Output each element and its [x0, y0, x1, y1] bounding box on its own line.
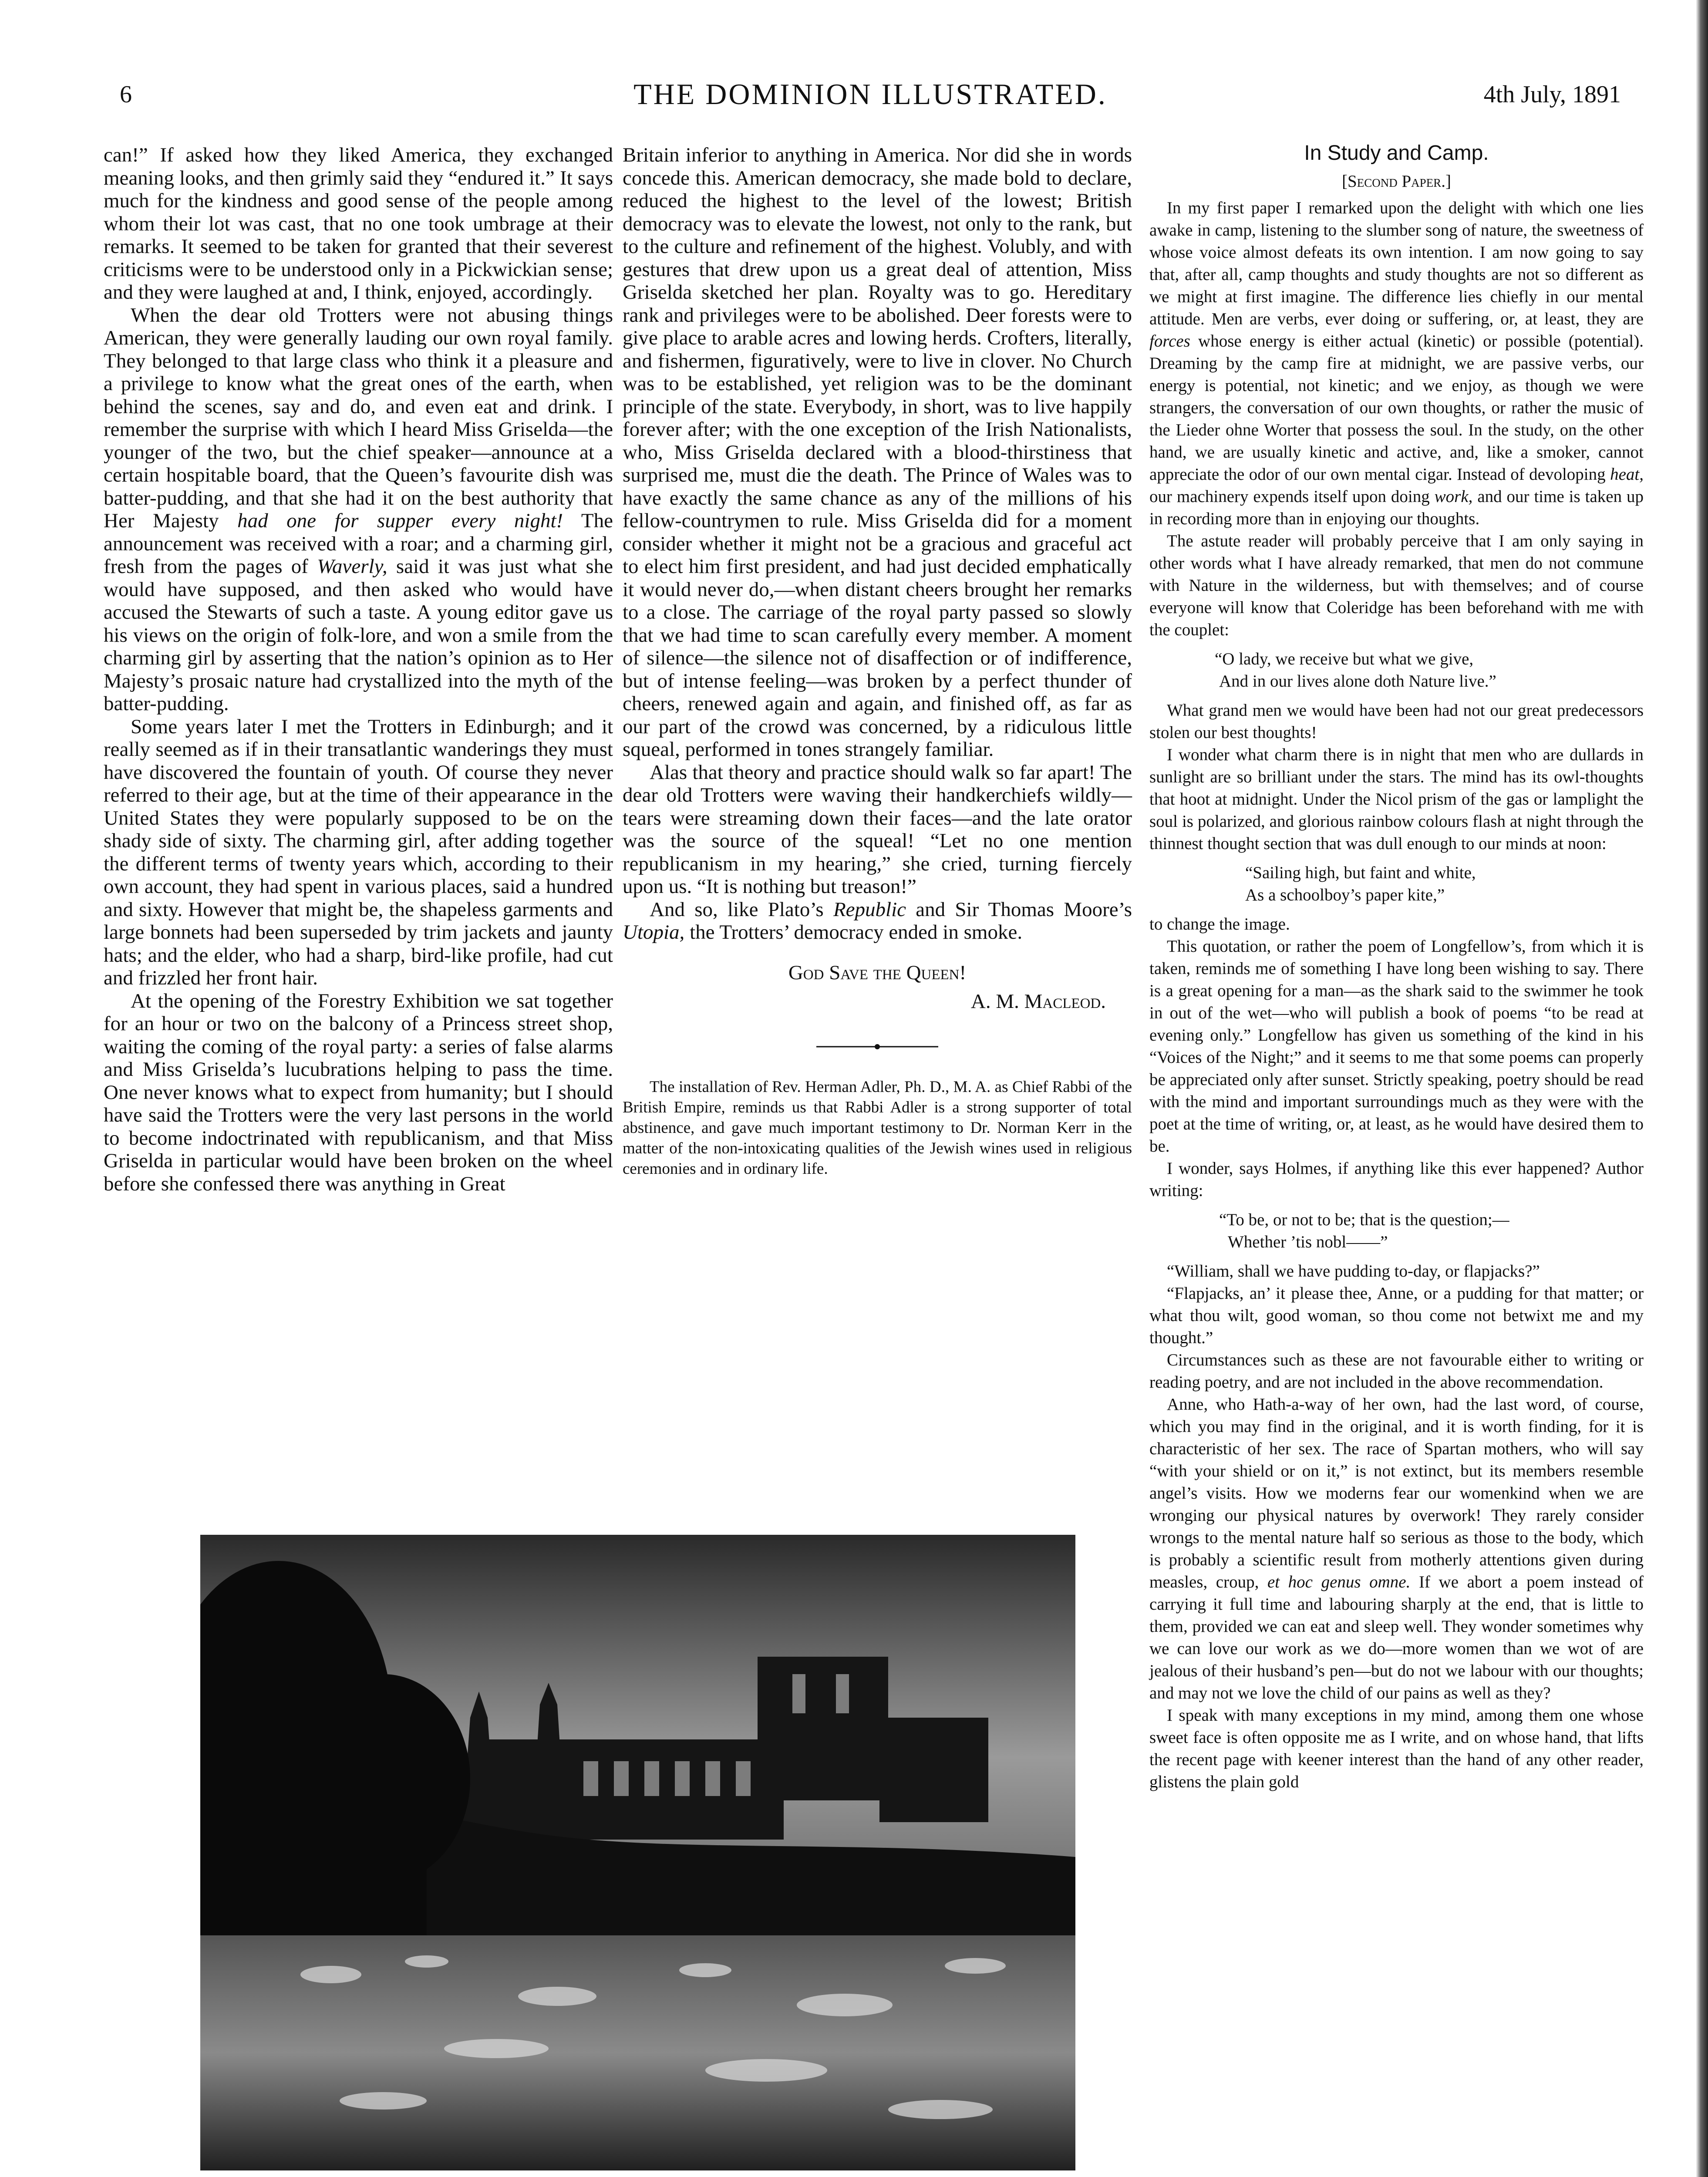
text-run: our machinery expends itself upon doing	[1149, 487, 1435, 506]
text-run: whose energy is either actual (kinetic) or possible (potential). Dreaming by the camp fire at midnight, we are passive verbs, our energy is potential, not kinetic; and we enjoy, as though we were strangers, the conversation of our own thoughts, or rather the music of the Lieder ohne Worter that possess the soul. In the study, on the other hand, we are usually kinetic and active, and, like a smoker, cannot appreciate the odor of our own mental cigar. Instead of devoloping	[1149, 332, 1644, 484]
news-note: The installation of Rev. Herman Adler, Ph. D., M. A. as Chief Rabbi of the British Empire, reminds us that Rabbi Adler is a strong supporter of total abstinence, and gave much important testimony to Dr. Norman Kerr in the matter of the non-intoxicating qualities of the Jewish wines used in religious ceremonies and in ordinary life.	[623, 1078, 1132, 1178]
verse-quote	[1149, 1209, 1644, 1253]
text-run: and Sir Thomas Moore’s	[906, 898, 1132, 921]
column-1	[104, 144, 613, 1195]
article-paragraph: What grand men we would have been had not our great predecessors stolen our best thoughts!	[1149, 701, 1644, 742]
article-paragraph: I wonder, says Holmes, if anything like this ever happened? Author writing:	[1149, 1159, 1644, 1200]
italic-run: work,	[1434, 487, 1473, 506]
ornament-divider-icon	[812, 1042, 943, 1051]
verse-line: “O lady, we receive but what we give,	[1215, 650, 1474, 668]
text-run: In my first paper I remarked upon the delight with which one lies awake in camp, listening to the slumber song of nature, the sweetness of whose voice almost defeats its own intention. I am now going to say that, after all, camp thoughts and study thoughts are not so different as we might at first imagine. The difference lies chiefly in our mental attitude. Men are verbs, ever doing or suffering, or, at least, they are	[1149, 199, 1644, 328]
verse-line: “Sailing high, but faint and white,	[1245, 863, 1476, 882]
article-paragraph: Britain inferior to anything in America. Nor did she in words concede this. American democracy, she made bold to declare, reduced the highest to the level of the lowest; British democracy was to elevate the lowest, not only to the rank, but to the culture and refinement of the highest. Volubly, and with gestures that drew upon us a great deal of attention, Miss Griselda sketched her plan. Royalty was to go. Hereditary rank and privileges were to be abolished. Deer forests were to give place to arable acres and lowing herds. Crofters, literally, and fishermen, figuratively, were to live in clover. No Church was to be established, yet religion was to be the dominant principle of the state. Everybody, in short, was to live happily forever after; with the one exception of the Irish Nationalists, who, Miss Griselda declared with a blood-thirstiness that surprised me, must die the death. The Prince of Wales was to have exactly the same chance as any of the millions of his fellow-countrymen to rule. Miss Griselda did for a moment consider whether it might not be a gracious and graceful act to elect him first president, and had just decided emphatically it would never do,—when distant cheers brought her remarks to a close. The carriage of the royal party passed so slowly that we had time to scan carefully every member. A moment of silence—the silence not of disaffection or of indifference, but of intense feeling—was broken by a perfect thunder of cheers, renewed again and again, and finished off, as far as our part of the crowd was concerned, by a ridiculous little squeal, performed in tones strangely familiar.	[623, 144, 1132, 761]
article-paragraph: Circumstances such as these are not favourable either to writing or reading poetry, and are not included in the above recommendation.	[1149, 1351, 1644, 1392]
verse-quote	[1149, 648, 1644, 692]
author-signature: A. M. Macleod.	[970, 990, 1106, 1013]
text-run: and our time is taken up in recording more than in enjoying our thoughts.	[1149, 487, 1644, 528]
article-paragraph: “William, shall we have pudding to-day, or flapjacks?”	[1167, 1262, 1540, 1281]
article-paragraph: This quotation, or rather the poem of Longfellow’s, from which it is taken, reminds me of something I have long been wishing to say. There is a great opening for a man—as the shark said to the swimmer he took in out of the wet—who will publish a book of poems “to be read at evening only.” Longfellow has given us something of the kind in his “Voices of the Night;” and it seems to me that some poems can properly be appreciated only after sunset. Strictly speaking, poetry should be read with the mind and important surroundings much as they were with the poet at the time of writing, or, at least, as he would have desired them to be.	[1149, 937, 1644, 1156]
verse-line: As a schoolboy’s paper kite,”	[1245, 886, 1445, 904]
text-run: And so, like Plato’s	[650, 898, 833, 921]
verse-line: And in our lives alone doth Nature live.”	[1219, 672, 1496, 691]
article-paragraph: to change the image.	[1149, 915, 1290, 933]
verse-quote	[1149, 862, 1644, 906]
page-edge-shadow	[1696, 0, 1708, 2177]
cathedral-engraving-image	[200, 1535, 1075, 2170]
text-run: If we abort a poem instead of carrying it full time and labouring sharply at the end, that is little to them, provided we can eat and sleep well. They wonder sometimes why we can love our work as we do—more women than we wot of are jealous of their husband’s pen—but do not we labour with our thoughts; and may not we love the child of our pains as well as they?	[1149, 1573, 1644, 1702]
column-3	[1149, 138, 1644, 1793]
article-paragraph: I speak with many exceptions in my mind, among them one whose sweet face is often opposite me as I write, and on whose hand, that lifts the recent page with keener interest than the hand of any other reader, glistens the plain gold	[1149, 1706, 1644, 1791]
ornamental-rule	[623, 1033, 1132, 1056]
text-run: When the dear old Trotters were not abusing things American, they were generally lauding our own royal family. They belonged to that large class who think it a pleasure and a privilege to know what the great ones of the earth, when behind the scenes, say and do, and even eat and drink. I remember the surprise with which I heard Miss Griselda—the younger of the two, but the chief speaker—announce at a certain hospitable board, that the Queen’s favourite dish was batter-pudding, and that she had it on the best authority that Her Majesty	[104, 303, 613, 532]
article-title: In Study and Camp.	[1304, 142, 1489, 165]
article-paragraph: Some years later I met the Trotters in Edinburgh; and it really seemed as if in their transatlantic wanderings they must have discovered the fountain of youth. Of course they never referred to their age, but at the time of their appearance in the United States they were popularly supposed to be on the shady side of sixty. The charming girl, after adding together the different terms of twenty years which, according to their own account, they had spent in various places, said a hundred and sixty. However that might be, the shapeless garments and large bonnets had been superseded by trim jackets and jaunty hats; and the elder, who had a sharp, bird-like profile, had cut and frizzled her front hair.	[104, 715, 613, 989]
page-header	[120, 72, 1621, 120]
column-2	[623, 144, 1132, 1179]
article-paragraph	[1149, 197, 1644, 530]
article-subtitle: [Second Paper.]	[1342, 172, 1451, 191]
cathedral-illustration	[200, 1535, 1075, 2170]
text-run: said it was just what she would have supposed, and then asked who would have accused the Stewarts of such a taste. A young editor gave us his views on the origin of folk-lore, and won a smile from the charming girl by asserting that the nation’s opinion as to Her Majesty’s prosaic nature had crystallized into the myth of the batter-pudding.	[104, 555, 613, 715]
issue-date: 4th July, 1891	[1483, 81, 1621, 108]
article-paragraph: The astute reader will probably perceive that I am only saying in other words what I have already remarked, that men do not commune with Nature in the wilderness, but with themselves; and of course everyone will know that Coleridge has been beforehand with me with the couplet:	[1149, 532, 1644, 639]
text-run: Anne, who Hath-a-way of her own, had the last word, of course, which you may find in the original, and it is worth finding, for it is characteristic of her sex. The race of Spartan mothers, who will say “with your shield or on it,” is not extinct, but its members resemble angel’s visits. How we moderns fear our womenkind when we are wronging our physical natures by overwork! They rarely consider wrongs to the mental nature half so serious as those to the body, which is probably a scientific result from motherly attentions given during measles, croup,	[1149, 1395, 1644, 1591]
closing-line: God Save the Queen!	[788, 961, 967, 984]
italic-run: Waverly,	[317, 555, 387, 578]
article-paragraph: can!” If asked how they liked America, they exchanged meaning looks, and then grimly said they “endured it.” It says much for the kindness and good sense of the people among whom their lot was cast, that no one took umbrage at their remarks. It seemed to be taken for granted that their severest criticisms were to be understood only in a Pickwickian sense; and they were laughed at and, I think, enjoyed, accordingly.	[104, 144, 613, 303]
article-paragraph: At the opening of the Forestry Exhibition we sat together for an hour or two on the balcony of a Princess street shop, waiting the coming of the royal party: a series of false alarms and Miss Griselda’s lucubrations helping to pass the time. One never knows what to expect from humanity; but I should have said the Trotters were the very last persons in the world to become indoctrinated with republicanism, and that Miss Griselda in particular would have been broken on the wheel before she confessed there was anything in Great	[104, 989, 613, 1195]
italic-run: et hoc genus omne.	[1267, 1573, 1411, 1591]
text-run: the Trotters’ democracy ended in smoke.	[684, 921, 1023, 944]
article-paragraph	[623, 898, 1132, 944]
publication-title: THE DOMINION ILLUSTRATED.	[633, 78, 1107, 111]
italic-run: heat,	[1610, 465, 1644, 484]
verse-line: “To be, or not to be; that is the question;—	[1219, 1210, 1509, 1229]
page-number: 6	[120, 81, 132, 108]
article-paragraph	[1149, 1393, 1644, 1704]
italic-run: forces	[1149, 332, 1190, 350]
verse-line: Whether ’tis nobl——”	[1228, 1233, 1388, 1251]
italic-run: Republic	[833, 898, 906, 921]
article-paragraph: Alas that theory and practice should walk so far apart! The dear old Trotters were waving their handkerchiefs wildly—tears were streaming down their faces—and the late orator was the source of the squeal! “Let no one mention republicanism in my hearing,” she cried, turning fiercely upon us. “It is nothing but treason!”	[623, 761, 1132, 898]
article-paragraph	[104, 304, 613, 715]
article-paragraph: I wonder what charm there is in night that men who are dullards in sunlight are so brilliant under the stars. The mind has its owl-thoughts that hoot at midnight. Under the Nicol prism of the gas or lamplight the soul is polarized, and glorious rainbow colours flash at night through the thinnest thought section that was dull enough to our minds at noon:	[1149, 745, 1644, 853]
italic-run: Utopia,	[623, 921, 685, 944]
text-run: The announcement was received with a roar; and a charming girl, fresh from the pages of	[104, 509, 613, 578]
article-paragraph: “Flapjacks, an’ it please thee, Anne, or a pudding for that matter; or what thou wilt, good woman, so thou come not betwixt me and my thought.”	[1149, 1284, 1644, 1347]
italic-run: had one for supper every night!	[237, 509, 563, 532]
